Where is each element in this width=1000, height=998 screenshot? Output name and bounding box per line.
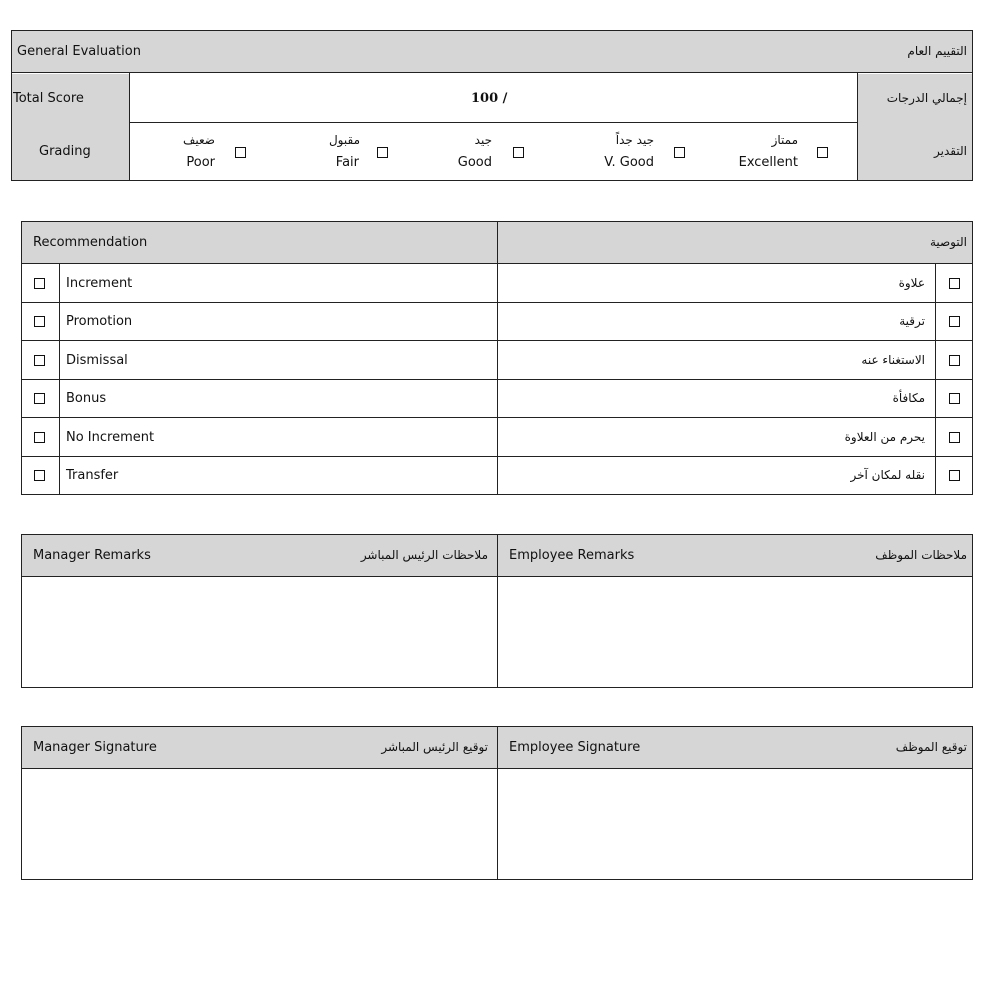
checkbox-icon[interactable] [674,147,685,158]
grade-label-ar: مقبول [328,133,360,147]
manager-signature-label: Manager Signature [33,740,157,755]
employee-remarks-label: Employee Remarks [509,548,635,563]
manager-remarks-label-ar: ملاحظات الرئيس المباشر [360,548,488,562]
checkbox-icon[interactable] [949,316,960,327]
manager-signature-field[interactable] [23,770,495,878]
recommendation-label-ar: يحرم من العلاوة [844,430,925,444]
checkbox-icon[interactable] [949,432,960,443]
grade-label-ar: ضعيف [182,133,215,147]
checkbox-icon[interactable] [235,147,246,158]
employee-signature-field[interactable] [499,770,971,878]
recommendation-label: Increment [66,276,133,291]
checkbox-icon[interactable] [949,355,960,366]
checkbox-icon[interactable] [949,393,960,404]
recommendation-label-ar: ترقية [899,314,925,328]
divider [129,72,130,181]
grading-label: Grading [39,144,91,159]
recommendation-title-ar: التوصية [929,235,967,249]
checkbox-icon[interactable] [34,393,45,404]
checkbox-icon[interactable] [817,147,828,158]
checkbox-icon[interactable] [34,278,45,289]
right-label-bg [858,74,972,180]
recommendation-label: Promotion [66,314,133,329]
grade-label-ar: جيد [474,133,492,147]
general-evaluation-title-ar: التقييم العام [907,44,967,58]
checkbox-icon[interactable] [34,470,45,481]
divider [497,221,498,495]
manager-signature-label-ar: توقيع الرئيس المباشر [381,740,488,754]
grade-label: Fair [335,155,359,170]
divider [21,340,973,341]
total-score-label-ar: إجمالي الدرجات [886,91,967,105]
recommendation-label-ar: الاستغناء عنه [861,353,925,367]
divider [11,72,973,73]
checkbox-icon[interactable] [34,432,45,443]
recommendation-label-ar: علاوة [898,276,925,290]
left-label-bg [12,74,129,180]
grading-label-ar: التقدير [934,144,967,158]
grade-label-ar: ممتاز [771,133,798,147]
divider [21,379,973,380]
recommendation-label: Dismissal [66,353,128,368]
divider [21,302,973,303]
divider [21,417,973,418]
recommendation-label-ar: مكافأة [892,391,925,405]
total-score-value: 100 / [471,91,508,106]
grade-label-ar: جيد جداً [615,133,654,147]
divider [11,122,973,123]
total-score-label: Total Score [13,91,84,106]
checkbox-icon[interactable] [377,147,388,158]
general-body-bg [12,73,972,180]
grade-label: Poor [186,155,215,170]
manager-remarks-label: Manager Remarks [33,548,151,563]
recommendation-label: No Increment [66,430,155,445]
checkbox-icon[interactable] [513,147,524,158]
divider [21,456,973,457]
employee-remarks-field[interactable] [499,578,971,686]
employee-signature-label: Employee Signature [509,740,641,755]
recommendation-label: Transfer [66,468,119,483]
recommendation-label-ar: نقله لمكان آخر [850,468,925,482]
employee-signature-label-ar: توقيع الموظف [895,740,967,754]
grade-label: Excellent [738,155,798,170]
general-evaluation-title: General Evaluation [17,44,141,59]
checkbox-icon[interactable] [949,278,960,289]
checkbox-icon[interactable] [34,316,45,327]
grade-label: V. Good [604,155,654,170]
employee-remarks-label-ar: ملاحظات الموظف [875,548,967,562]
recommendation-label: Bonus [66,391,107,406]
checkbox-icon[interactable] [949,470,960,481]
manager-remarks-field[interactable] [23,578,495,686]
recommendation-title: Recommendation [33,235,148,250]
divider [497,726,498,880]
checkbox-icon[interactable] [34,355,45,366]
grade-label: Good [457,155,492,170]
divider [497,534,498,688]
divider [857,72,858,181]
